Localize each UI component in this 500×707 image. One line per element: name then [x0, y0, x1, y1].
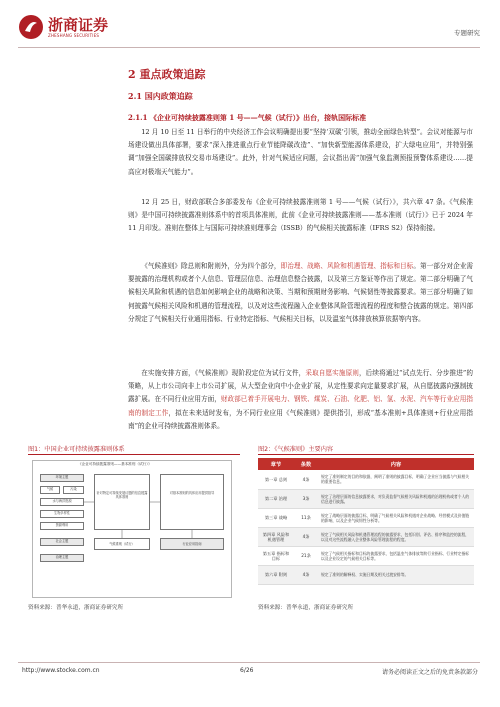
section-heading-1: 2 重点政策追踪 [128, 68, 206, 81]
climate-standard-box: 气候准则（试行） [94, 538, 150, 550]
section-heading-3: 2.1.1 《企业可持续披露准则第 1 号——气候（试行）》出台，接轨国际标准 [128, 113, 367, 122]
figure-1-caption: 图1：中国企业可持续披露准则体系 [28, 446, 125, 453]
application-guide-desc-box: 对基本准则的具体应用提供指导 [160, 474, 224, 530]
highlighted-text: 财政部已着手开展电力、钢铁、煤炭、石油、化肥、铝、氢、水泥、汽车等行业应用指南的制定工作 [128, 395, 474, 417]
env-theme-box: 环境主题 [40, 474, 84, 482]
table-header-row [258, 458, 474, 470]
paragraph-standard-structure [128, 260, 473, 326]
company-logo [18, 14, 108, 40]
section-heading-2: 2.1 国内政策追踪 [128, 91, 193, 101]
paragraph-economic-conference: 12 月 10 日至 11 日举行的中央经济工作会议明确提出要“坚持‘双碳’引领，推动全面绿色转型”。会议对能源与市场建设做出具体部署，要求“深入推进重点行业节能降碳改造”、“加快新型能源体系建设，扩大绿电应用”，并特别强调“加强全国碳排放权交易市场建设”。此外，针对气候适应问题，会议指出需“加强气象监测预报预警体系建设……提高应对极端天气能力”。 [128, 128, 473, 176]
figure-2-divider [258, 454, 474, 455]
climate-standard-contents-table [258, 458, 474, 585]
figure-2-source: 资料来源：普华永道，浙商证券研究所 [258, 605, 354, 611]
table-row [258, 470, 474, 489]
water-box: 水与海洋资源 [40, 498, 84, 506]
paragraph-climate-standard-release: 12 月 25 日，财政部联合多部委发布《企业可持续披露准则第 1 号——气候（试行）》，共六章 47 条。《气候准则》是中国可持续披露准则体系中的首项具体准则，此前《企业可持续披露准则——基本准则（试行）》已于 2024 年 11 月印发。准则在整体上与国际可持续准则理事会（ISSB）的气候相关披露标准（IFRS S2）保持衔接。 [128, 198, 473, 233]
column-header: 内容 [318, 458, 474, 470]
logo-chinese-name: 浙商证券 [48, 15, 109, 34]
chapter-cell: 第一章 总则 [258, 470, 294, 489]
figure-1-diagram [28, 458, 240, 600]
highlighted-text: 采取自愿实施原则 [305, 369, 359, 377]
report-type-label: 专题研究 [454, 29, 480, 37]
application-guide-box: 行业应用指南 [160, 538, 224, 550]
biodiversity-box: 生物多样性 [40, 510, 84, 518]
paragraph-text: 。第一部分对企业需要披露的治理机构或者个人信息、管理层信息、治理信息整合披露，以及第三方鉴证等作出了规定。第二部分明确了气候相关风险和机遇的信息如何影响企业的战略和决策、当期和预期财务影响、气候韧性等披露要求。第三部分明确了如何披露气候相关风险和机遇的管理流程，以及对这些流程融入企业整体风险管理流程的程度和整合披露的规定。第四部分规定了气候相关行业通用指标、行业特定指标、气候相关目标，以及温室气体排放核算依据等内容。 [128, 262, 474, 323]
specific-standards-box: 针对特定可持续发展议题的信息披露具体准则 [94, 474, 150, 530]
table-row [258, 565, 474, 584]
count-cell: 4条 [294, 470, 318, 489]
count-cell: 11条 [294, 508, 318, 527]
count-cell: 21条 [294, 546, 318, 565]
content-cell: 规定了治理层面的信息披露要求，对负责监督气候相关风险和机遇的治理机构或者个人的信息进行披露。 [318, 489, 474, 508]
content-cell: 规定了气候相关指标和目标的披露要求，包括温室气体排放等跨行业指标、行业特定指标以及企业设定的气候相关目标等。 [318, 546, 474, 565]
footer-divider [18, 662, 480, 663]
figure-1-divider [28, 454, 240, 455]
paragraph-text: 在实施安排方面，《气候准则》现阶段定位为试行文件， [141, 369, 306, 377]
table-row [258, 546, 474, 565]
chapter-cell: 第三章 战略 [258, 508, 294, 527]
table-row [258, 489, 474, 508]
diagram-top-label: 《企业可持续披露准则——基本准则（试行）》 [78, 462, 152, 466]
chapter-cell: 第四章 风险和机遇管理 [258, 527, 294, 546]
paragraph-text: ，拟在未来适时发布，为不同行业应用《气候准则》提供指引，形成“基本准则+具体准则+行业应用指南”的企业可持续披露准则体系。 [128, 408, 474, 430]
figure-2-table [258, 458, 474, 598]
content-cell: 规定了战略层面的披露目标，明确了气候相关风险和机遇对企业战略、经营模式及价值链的影响，以及企业气候韧性分析等。 [318, 508, 474, 527]
table-row [258, 527, 474, 546]
page-header [18, 14, 480, 48]
count-cell: 4条 [294, 565, 318, 584]
chapter-cell: 第二章 治理 [258, 489, 294, 508]
resource-box: 资源利用 [40, 522, 84, 530]
chapter-cell: 第五章 指标和目标 [258, 546, 294, 565]
column-header: 章节 [258, 458, 294, 470]
figure-2-caption: 图2：《气候准则》主要内容 [258, 446, 334, 453]
content-cell: 规定了准则的解释权、实施日期及相关过渡安排等。 [318, 565, 474, 584]
website-link[interactable]: http://www.stocke.com.cn [22, 667, 100, 674]
count-cell: 3条 [294, 489, 318, 508]
pollution-box: 污染 [63, 486, 84, 494]
logo-icon [18, 14, 44, 40]
logo-english-name: ZHESHANG SECURITIES [48, 32, 100, 38]
chapter-cell: 第六章 附则 [258, 565, 294, 584]
highlighted-text: 即治理、战略、风险和机遇管理、指标和目标 [280, 262, 414, 270]
social-theme-box: 社会主题 [40, 538, 84, 546]
figure-1-source: 资料来源：普华永道，浙商证券研究所 [28, 605, 124, 611]
climate-box: 气候 [40, 486, 60, 494]
count-cell: 4条 [294, 527, 318, 546]
diagram-connectors [28, 458, 240, 600]
paragraph-text: ，后续将通过“试点先行、分步推进”的策略，从上市公司向非上市公司扩展，从大型企业向中小企业扩展，从定性要求向定量要求扩展，从自愿披露向强制披露扩展。在不同行业应用方面， [128, 369, 474, 404]
table-row [258, 508, 474, 527]
paragraph-implementation [128, 367, 473, 433]
disclaimer-notice: 请务必阅读正文之后的免责条款部分 [381, 669, 478, 676]
column-header: 条数 [294, 458, 318, 470]
content-cell: 规定了准则制定的目的和依据，阐明了准则的披露目标，明确了企业应当披露与气候相关的重要信息。 [318, 470, 474, 489]
content-cell: 规定了气候相关风险和机遇管理流程的披露要求，包括识别、评估、排序和监控的流程，以及对这些流程融入企业整体风险管理流程的程度。 [318, 527, 474, 546]
paragraph-text: 《气候准则》除总则和附则外，分为四个部分， [141, 262, 281, 270]
governance-theme-box: 治理主题 [40, 554, 84, 562]
page-number: 6/26 [240, 667, 254, 674]
